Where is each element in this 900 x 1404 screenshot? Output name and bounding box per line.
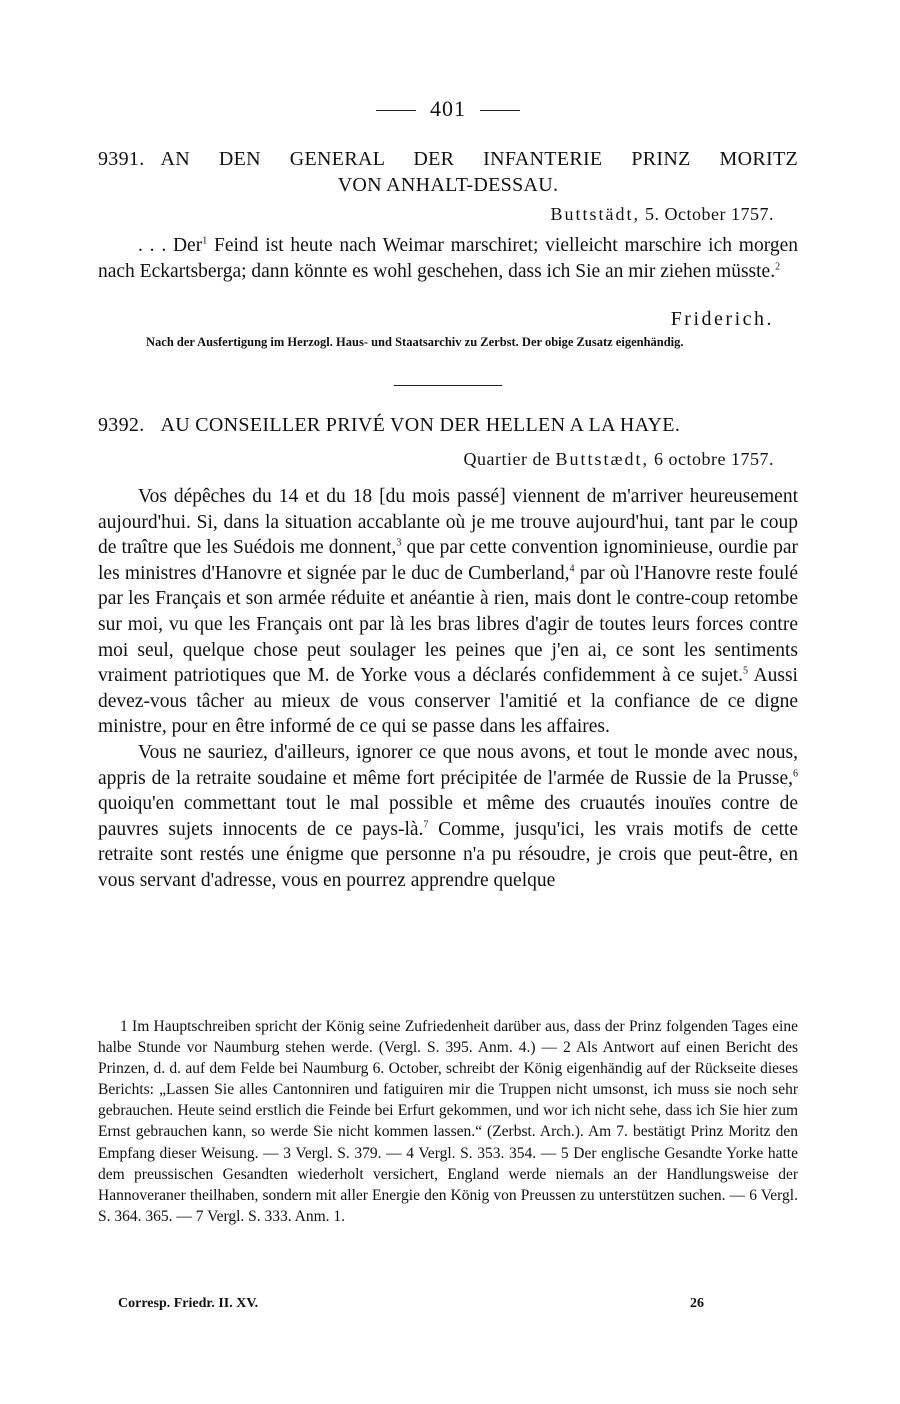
section-separator — [394, 385, 502, 386]
footnote-ref-6: 6 — [793, 768, 798, 780]
page-header — [98, 96, 798, 122]
entry-9391-text-a: . . . Der — [138, 235, 203, 256]
entry-9391-title-line2: VON ANHALT-DESSAU. — [337, 174, 559, 196]
entry-9392-title — [98, 412, 798, 438]
footnote-ref-1: 1 — [202, 235, 208, 247]
source-note-text: Nach der Ausfertigung im Herzogl. Haus- und Staatsarchiv zu Zerbst. Der obige Zusatz eigenhändig. — [146, 335, 684, 349]
page-footer — [118, 1296, 798, 1312]
p1-text-b: que par cette convention ignominieuse, ourdie par les ministres d'Hanovre et signée par le duc de Cumberland, — [98, 537, 798, 584]
p2-text-c: Comme, jusqu'ici, les vrais motifs de cette retraite sont restés une énigme que personne n'a pu résoudre, je crois que peut-être, en vous servant d'adresse, vous en pourrez apprendre quelque — [98, 818, 798, 891]
entry-9392-body — [98, 484, 798, 894]
paragraph-2 — [98, 740, 798, 894]
p2-text-b: quoiqu'en commettant tout le mal possible et même des cruautés inouïes contre de pauvres sujets innocents de ce pays-là. — [98, 793, 798, 840]
p1-text-d: Aussi devez-vous tâcher au mieux de vous conserver l'amitié et la confiance de ce digne ministre, pour en être informé de ce qui se passe dans les affaires. — [98, 665, 798, 738]
footer-sheet-number: 26 — [690, 1296, 704, 1311]
footnote-ref-2: 2 — [775, 261, 781, 273]
footnotes — [98, 1016, 798, 1227]
footnotes-text: 1 Im Hauptschreiben spricht der König seine Zufriedenheit darüber aus, dass der Prinz folgenden Tages eine halbe Stunde vor Naumburg stehen werde. (Vergl. S. 395. Anm. 4.) — 2 Als Antwort auf einen Bericht des Prinzen, d. d. auf dem Felde bei Naumburg 6. October, schreibt der König eigenhändig auf der Rückseite dieses Berichts: „Lassen Sie alles Cantonniren und fatiguiren mir die Truppen nicht umsonst, ich muss sie noch sehr gebrauchen. Heute seind erstlich die Feinde bei Erfurt gekommen, und wor ich nicht sehe, dass ich Sie hier zum Ernst gebrauchen kann, so werde Sie nicht kommen lassen.“ (Zerbst. Arch.). Am 7. bestätigt Prinz Moritz den Empfang dieser Weisung. — 3 Vergl. S. 379. — 4 Vergl. S. 353. 354. — 5 Der englische Gesandte Yorke hatte dem preussischen Gesandten wiederholt versichert, England werde niemals an der Handlungsweise der Hannoveraner theilhaben, sondern mit aller Energie den König von Preussen zu unterstützen suchen. — 6 Vergl. S. 364. 365. — 7 Vergl. S. 333. Anm. 1. — [98, 1018, 798, 1225]
entry-9391-title — [98, 146, 798, 198]
entry-9391-number: 9391. — [98, 148, 145, 170]
footer-signature-mark: Corresp. Friedr. II. XV. — [118, 1296, 259, 1311]
header-dash-left — [376, 110, 416, 111]
entry-9391-dateline — [551, 204, 775, 225]
footnote-ref-4: 4 — [569, 563, 575, 575]
entry-9392-date: 6 octobre 1757. — [654, 449, 774, 469]
entry-9392-prefix: Quartier de — [463, 449, 551, 469]
footnote-ref-7: 7 — [423, 819, 429, 831]
p2-text-a: Vous ne sauriez, d'ailleurs, ignorer ce que nous avons, et tout le monde avec nous, appris de la retraite soudaine et même fort précipitée de l'armée de Russie de la Prusse, — [98, 741, 798, 789]
entry-9391-title-line1: AN DEN GENERAL DER INFANTERIE PRINZ MORITZ — [160, 148, 798, 170]
entry-9391-body — [98, 233, 798, 284]
entry-9392-title-text: AU CONSEILLER PRIVÉ VON DER HELLEN A LA HAYE. — [160, 414, 681, 436]
entry-9392-number: 9392. — [98, 414, 145, 436]
page-number: 401 — [430, 96, 466, 121]
footnote-ref-5: 5 — [743, 665, 749, 677]
entry-9391-text-b: Feind ist heute nach Weimar marschiret; vielleicht marschire ich morgen nach Eckartsberga; dann könnte es wohl geschehen, dass ich Sie an mir ziehen müsste. — [98, 235, 798, 282]
header-dash-right — [480, 110, 520, 111]
source-note — [98, 334, 798, 351]
footnote-ref-3: 3 — [396, 537, 402, 549]
entry-9392-dateline — [464, 449, 774, 470]
signature: Friderich. — [670, 308, 774, 330]
p1-text-c: par où l'Hanovre reste foulé par les Français et son armée réduite et anéantie à rien, mais dont le contre-coup retombe sur moi, vu que les Français ont par là les bras libres d'agir de toutes leurs forces contre moi seul, quelque chose peut soulager les peines que j'en ai, ce sont les sentiments vraiment patriotiques que M. de Yorke vous a déclarés confidemment à ce sujet. — [98, 562, 799, 687]
p1-text-a: Vos dépêches du 14 et du 18 [du mois passé] viennent de m'arriver heureusement aujourd'hui. Si, dans la situation accablante où je me trouve aujourd'hui, tant par le coup de traître que les Suédois me donnent, — [98, 486, 798, 559]
entry-9391-place: Buttstädt, — [550, 204, 641, 224]
entry-9392-place: Buttstædt, — [555, 449, 650, 469]
paragraph-1 — [98, 484, 798, 740]
entry-9391-date: 5. October 1757. — [645, 204, 774, 224]
